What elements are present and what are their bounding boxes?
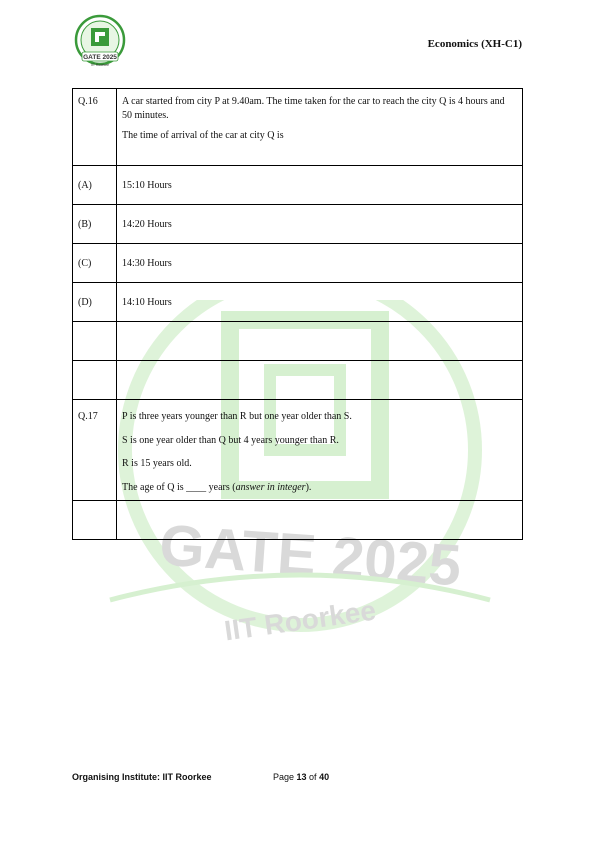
watermark-subtitle: IIT Roorkee [222,594,378,647]
blank-row [73,501,523,540]
option-row-b [73,205,523,244]
option-text: 15:10 Hours [122,180,172,191]
option-text: 14:20 Hours [122,219,172,230]
answer-instruction: answer in integer [235,481,306,493]
question-text [117,400,522,500]
page-current: 13 [296,772,307,782]
option-label: (A) [78,180,92,191]
blank-row [73,322,523,361]
question-text-line: P is three years younger than R but one year older than S. [122,411,352,422]
question-text-line: R is 15 years old. [122,458,192,469]
question-text-line: A car started from city P at 9.40am. The time taken for the car to reach the city Q is 4 hours and 50 minutes. [122,96,505,121]
footer-institute: Organising Institute: IIT Roorkee [72,772,212,782]
question-row-q16 [73,89,523,166]
subject-header: Economics (XH-C1) [427,38,522,50]
question-row-q17 [73,400,523,501]
option-label: (C) [78,258,92,269]
question-number: Q.17 [78,411,98,422]
option-label: (B) [78,219,92,230]
question-text-line: S is one year older than Q but 4 years younger than R. [122,434,339,446]
watermark-title: GATE 2025 [157,512,464,599]
gate-2025-logo [72,14,128,70]
question-text [117,89,522,149]
logo-text: GATE 2025 [83,54,117,61]
option-row-c [73,244,523,283]
option-text: 14:10 Hours [122,297,172,308]
option-row-d [73,283,523,322]
question-text-line: The time of arrival of the car at city Q is [122,130,284,141]
answer-prompt: The age of Q is ____ years ( [122,481,236,493]
option-text: 14:30 Hours [122,258,172,269]
question-text-line [122,481,516,495]
footer-page-number [273,772,329,782]
blank-row [73,361,523,400]
question-number: Q.16 [78,96,98,107]
option-label: (D) [78,297,92,308]
option-row-a [73,166,523,205]
question-table [72,88,523,540]
page-total: 40 [319,772,330,782]
page-prefix: Page [273,772,297,782]
page-of: of [306,772,320,782]
logo-subtext: IIT Roorkee [90,63,110,67]
answer-prompt-end: ). [305,481,312,493]
